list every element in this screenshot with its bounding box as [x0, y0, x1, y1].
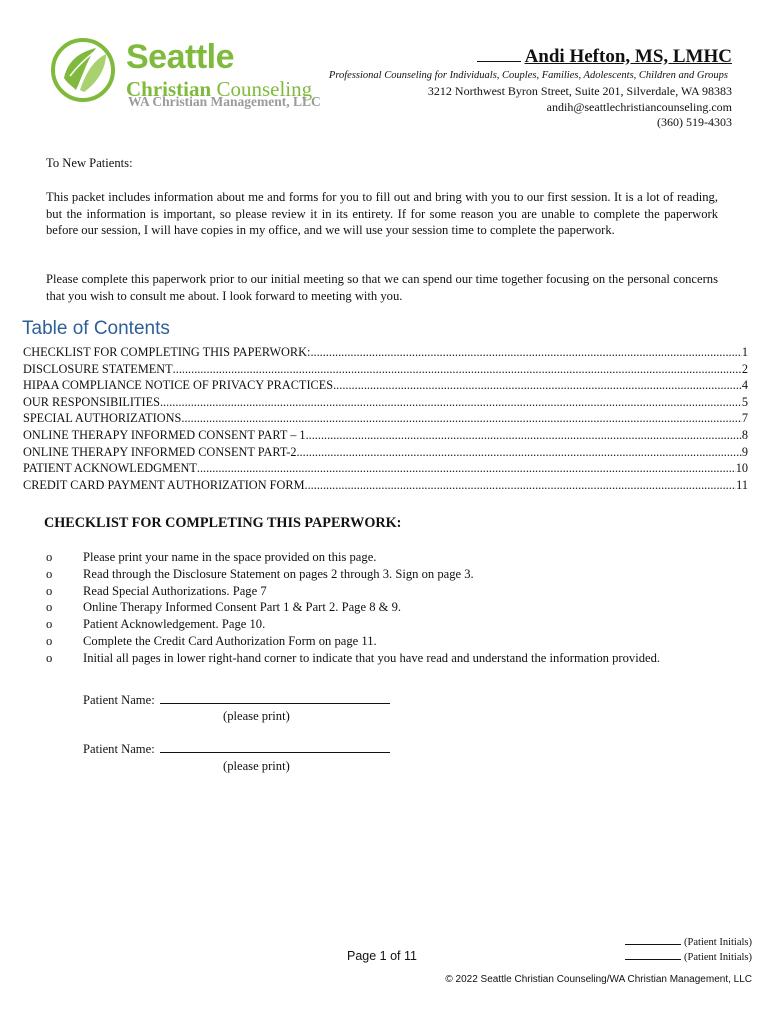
- toc-leader-dots: [305, 477, 737, 494]
- toc-entry[interactable]: [23, 477, 748, 494]
- logo-word-counseling-rest: Counseling: [216, 77, 313, 101]
- checklist-item-text: Patient Acknowledgement. Page 10.: [83, 617, 266, 632]
- counselor-name: [477, 46, 732, 68]
- patient-name-input-2[interactable]: [160, 741, 390, 753]
- patient-name-field-2: [83, 741, 390, 757]
- toc-entry-page: 5: [741, 394, 748, 409]
- hollow-bullet-icon: o: [46, 583, 53, 598]
- checklist-item-text: Please print your name in the space provided on this page.: [83, 550, 377, 564]
- toc-heading: Table of Contents: [22, 318, 170, 339]
- logo-subtitle: WA Christian Management, LLC: [128, 94, 321, 109]
- toc-leader-dots: [310, 344, 741, 361]
- toc-entry-page: 10: [735, 461, 748, 476]
- toc-entry-page: 11: [736, 477, 748, 492]
- logo-word-seattle: Seattle: [126, 38, 234, 76]
- toc-entry-label: SPECIAL AUTHORIZATIONS: [23, 411, 182, 426]
- hollow-bullet-icon: o: [46, 550, 53, 564]
- name-underline-pad: [477, 60, 521, 62]
- print-hint-2: (please print): [223, 759, 290, 773]
- patient-name-label: Patient Name:: [83, 693, 155, 707]
- initials-label-2: (Patient Initials): [684, 952, 752, 963]
- toc-entry-label: CREDIT CARD PAYMENT AUTHORIZATION FORM: [23, 477, 305, 492]
- toc-entry[interactable]: [23, 410, 748, 427]
- initials-label-1: (Patient Initials): [684, 937, 752, 948]
- toc-entry[interactable]: [23, 427, 748, 444]
- toc-leader-dots: [160, 394, 742, 411]
- checklist-item: [46, 599, 746, 616]
- toc-leader-dots: [173, 361, 742, 378]
- hollow-bullet-icon: o: [46, 650, 53, 665]
- hollow-bullet-icon: o: [46, 600, 53, 615]
- practice-phone: (360) 519-4303: [657, 115, 732, 129]
- patient-initials-1: [625, 936, 752, 948]
- checklist-item-text: Read through the Disclosure Statement on pages 2 through 3. Sign on page 3.: [83, 566, 474, 581]
- patient-name-label: Patient Name:: [83, 742, 155, 756]
- toc-entry-label: ONLINE THERAPY INFORMED CONSENT PART-2: [23, 444, 297, 459]
- checklist-item: [46, 549, 746, 566]
- checklist-item-text: Complete the Credit Card Authorization Form on page 11.: [83, 633, 377, 648]
- hollow-bullet-icon: o: [46, 566, 53, 581]
- checklist-item: [46, 616, 746, 633]
- toc-entry-label: ONLINE THERAPY INFORMED CONSENT PART – 1: [23, 427, 306, 442]
- practice-email: andih@seattlechristiancounseling.com: [546, 100, 732, 114]
- checklist-item: [46, 583, 746, 600]
- patient-initials-2: [625, 951, 752, 963]
- toc-entry-label: OUR RESPONSIBILITIES: [23, 394, 160, 409]
- letter-greeting: To New Patients:: [46, 156, 133, 170]
- checklist-item: [46, 650, 746, 667]
- toc-entry-label: DISCLOSURE STATEMENT: [23, 361, 173, 376]
- checklist-item: [46, 566, 746, 583]
- checklist-item-text: Online Therapy Informed Consent Part 1 & Part 2. Page 8 & 9.: [83, 600, 402, 615]
- letter-paragraph-1: This packet includes information about me and forms for you to fill out and bring with you to our first session. It is a lot of reading, but the information is important, so please review it in its entirety. If for some reason you are unable to complete the paperwork before our session, I will have copies in my office, and we will use your session time to complete the paperwork.: [46, 190, 718, 237]
- practice-tagline: Professional Counseling for Individuals, Couples, Families, Adolescents, Children and Groups: [328, 70, 728, 81]
- print-hint-1: (please print): [223, 709, 290, 723]
- leaf-logo-icon: [50, 38, 120, 102]
- hollow-bullet-icon: o: [46, 633, 53, 648]
- toc-entry-page: 9: [741, 444, 748, 459]
- counselor-name-text: Andi Hefton, MS, LMHC: [524, 46, 732, 67]
- toc-entry[interactable]: [23, 460, 748, 477]
- toc-entry-page: 4: [741, 378, 748, 393]
- checklist-item: [46, 633, 746, 650]
- toc-leader-dots: [181, 410, 741, 427]
- toc-entry[interactable]: [23, 394, 748, 411]
- toc-entry-page: 1: [741, 345, 748, 359]
- toc-entry-label: HIPAA COMPLIANCE NOTICE OF PRIVACY PRACTICES: [23, 378, 334, 393]
- checklist-item-text: Read Special Authorizations. Page 7: [83, 583, 267, 598]
- checklist-heading: CHECKLIST FOR COMPLETING THIS PAPERWORK:: [44, 515, 402, 531]
- toc-entry-label: CHECKLIST FOR COMPLETING THIS PAPERWORK:: [23, 345, 311, 359]
- toc-entry[interactable]: [23, 361, 748, 378]
- initials-input-2[interactable]: [625, 951, 681, 960]
- toc-entry[interactable]: [23, 377, 748, 394]
- toc-leader-dots: [333, 377, 742, 394]
- copyright-notice: © 2022 Seattle Christian Counseling/WA Christian Management, LLC: [445, 974, 752, 985]
- table-of-contents: [23, 344, 748, 493]
- toc-entry[interactable]: [23, 444, 748, 461]
- letter-paragraph-2: Please complete this paperwork prior to our initial meeting so that we can spend our time together focusing on the personal concerns that you wish to consult me about. I look forward to meeting with you.: [46, 272, 718, 303]
- toc-leader-dots: [306, 427, 742, 444]
- logo-word-christian: Christian: [126, 77, 212, 101]
- toc-leader-dots: [296, 444, 741, 461]
- initials-input-1[interactable]: [625, 936, 681, 945]
- company-logo: [50, 38, 330, 113]
- patient-name-field-1: [83, 692, 390, 708]
- toc-leader-dots: [197, 460, 736, 477]
- hollow-bullet-icon: o: [46, 617, 53, 632]
- checklist-item-text: Initial all pages in lower right-hand corner to indicate that you have read and understand the information provided.: [83, 650, 661, 665]
- toc-entry-page: 2: [741, 361, 748, 376]
- toc-entry[interactable]: [23, 344, 748, 361]
- toc-entry-page: 8: [741, 427, 748, 442]
- checklist: [46, 549, 746, 667]
- toc-entry-page: 7: [741, 411, 748, 426]
- page-number: Page 1 of 11: [347, 949, 417, 963]
- patient-name-input-1[interactable]: [160, 692, 390, 704]
- toc-entry-label: PATIENT ACKNOWLEDGMENT: [23, 461, 197, 476]
- practice-address: 3212 Northwest Byron Street, Suite 201, Silverdale, WA 98383: [427, 84, 732, 98]
